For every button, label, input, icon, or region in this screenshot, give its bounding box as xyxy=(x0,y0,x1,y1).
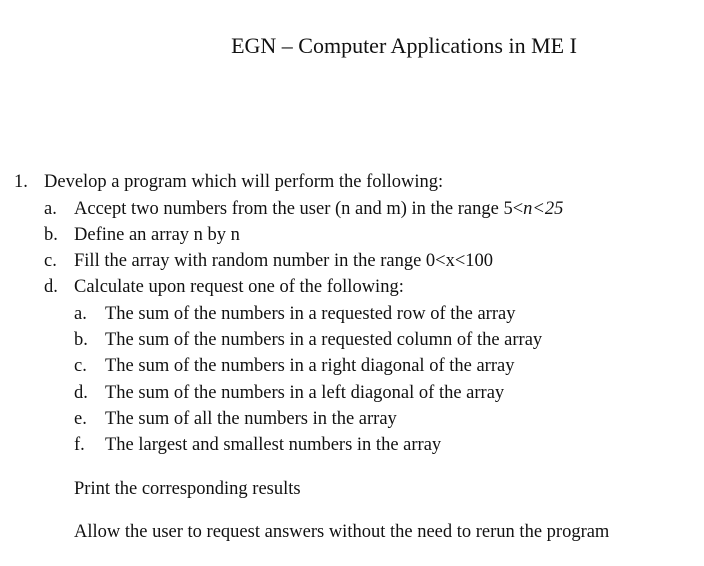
subitem-b-text: The sum of the numbers in a requested column of the array xyxy=(105,330,543,350)
page-title: EGN – Computer Applications in ME I xyxy=(231,33,577,58)
subitem-e-text: The sum of all the numbers in the array xyxy=(105,409,397,429)
item-a-text-plain: Accept two numbers from the user (n and m) in the range 5< xyxy=(74,199,524,219)
subitem-c-marker: c. xyxy=(74,356,87,376)
question-number: 1. xyxy=(14,172,28,192)
subitem-b-marker: b. xyxy=(74,330,88,350)
item-b-marker: b. xyxy=(44,225,58,245)
subitem-d-text: The sum of the numbers in a left diagonal of the array xyxy=(105,383,505,403)
subitem-c-text: The sum of the numbers in a right diagonal of the array xyxy=(105,356,515,376)
subitem-a-text: The sum of the numbers in a requested row of the array xyxy=(105,304,516,324)
subitem-e-marker: e. xyxy=(74,409,87,429)
subitem-f-marker: f. xyxy=(74,435,85,455)
item-c-marker: c. xyxy=(44,251,57,271)
subitem-d-marker: d. xyxy=(74,383,88,403)
note-allow-requests: Allow the user to request answers without the need to rerun the program xyxy=(74,522,610,542)
item-d-text: Calculate upon request one of the following: xyxy=(74,277,404,297)
subitem-f-text: The largest and smallest numbers in the array xyxy=(105,435,442,455)
item-d-marker: d. xyxy=(44,277,58,297)
item-a-text xyxy=(74,196,563,222)
item-a-marker: a. xyxy=(44,199,57,219)
item-b-text: Define an array n by n xyxy=(74,225,240,245)
subitem-a-marker: a. xyxy=(74,304,87,324)
item-a-text-italic: n<25 xyxy=(523,199,564,219)
question-text: Develop a program which will perform the following: xyxy=(44,172,444,192)
item-c-text: Fill the array with random number in the range 0<x<100 xyxy=(74,251,494,271)
note-print-results: Print the corresponding results xyxy=(74,479,301,499)
